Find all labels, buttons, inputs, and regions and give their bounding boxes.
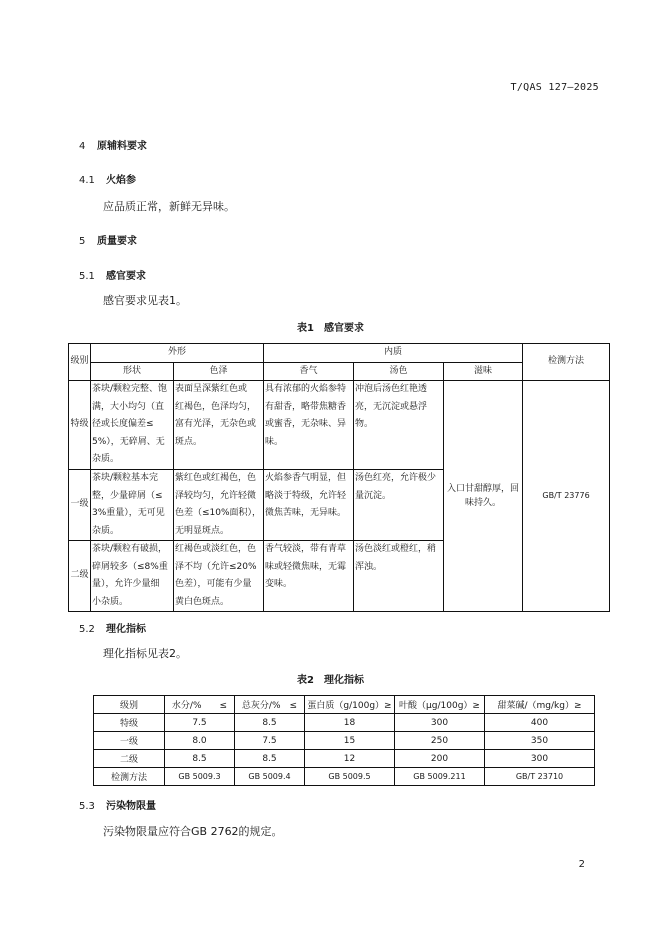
aroma-cell: 香气较淡，带有青草 味或轻微焦味，无霉 变味。: [264, 541, 354, 612]
section-number: 5.3: [79, 801, 95, 812]
table2-cell: 8.0: [165, 732, 235, 750]
table2-cell: 8.5: [165, 750, 235, 768]
grade-label: 一级: [69, 470, 91, 541]
table2-cell: 300: [395, 714, 485, 732]
color-cell: 表面呈深紫红色或 红褐色，色泽均匀， 富有光泽，无杂色或 斑点。: [174, 381, 264, 470]
table2-cell: 15: [305, 732, 395, 750]
soup-color-cell: 汤色淡红或橙红，稍 浑浊。: [354, 541, 444, 612]
appearance-header: 外形: [91, 344, 264, 363]
color-cell: 红褐色或淡红色，色 泽不均（允许≤20% 色差），可能有少量 黄白色斑点。: [174, 541, 264, 612]
soup-color-cell: 汤色红亮，允许极少 量沉淀。: [354, 470, 444, 541]
grade-label: 特级: [69, 381, 91, 470]
table2-cell: 12: [305, 750, 395, 768]
table2-cell: 8.5: [235, 750, 305, 768]
taste-cell: 入口甘甜醇厚，回 味持久。: [444, 381, 523, 612]
table2-cell: 250: [395, 732, 485, 750]
shape-cell: 茶块/颗粒基本完 整，少量碎屑（≤ 3%重量），无可见 杂质。: [91, 470, 174, 541]
section-4-heading: [79, 137, 147, 152]
grade-header: 级别: [69, 344, 91, 381]
section-4-1-text: 应品质正常，新鲜无异味。: [103, 200, 235, 213]
section-5-1-text: 感官要求见表1。: [103, 294, 187, 307]
table2-header: 甜菜碱/（mg/kg）≥: [485, 696, 595, 714]
table2-cell: 350: [485, 732, 595, 750]
section-title: 质量要求: [97, 236, 137, 247]
method-header: 检测方法: [523, 344, 610, 381]
section-5-heading: [79, 232, 137, 247]
aroma-cell: 具有浓郁的火焰参特 有甜香，略带焦糖香 或蜜香，无杂味、异 味。: [264, 381, 354, 470]
section-4-1-heading: [79, 171, 136, 186]
table2-cell: 7.5: [235, 732, 305, 750]
table2-header: 总灰分/% ≤: [235, 696, 305, 714]
grade-label: 二级: [69, 541, 91, 612]
table2-cell: 一级: [94, 732, 165, 750]
section-5-3-heading: [79, 797, 156, 812]
table2-method-cell: GB 5009.5: [305, 768, 395, 786]
method-cell: GB/T 23776: [523, 381, 610, 612]
table2-cell: 18: [305, 714, 395, 732]
inner-quality-header: 内质: [264, 344, 523, 363]
section-5-1-heading: [79, 267, 146, 282]
section-5-2-text: 理化指标见表2。: [103, 647, 187, 660]
doc-code: T/QAS 127—2025: [510, 82, 599, 93]
section-number: 5: [79, 236, 86, 247]
section-number: 4.1: [79, 175, 95, 186]
table2-method-label: 检测方法: [94, 768, 165, 786]
table2-cell: 特级: [94, 714, 165, 732]
section-title: 火焰参: [106, 175, 136, 186]
section-number: 4: [79, 141, 86, 152]
table2-cell: 8.5: [235, 714, 305, 732]
section-title: 污染物限量: [106, 801, 156, 812]
table2-method-cell: GB 5009.4: [235, 768, 305, 786]
table2-header: 水分/% ≤: [165, 696, 235, 714]
section-number: 5.2: [79, 624, 95, 635]
taste-header: 滋味: [444, 362, 523, 381]
table2-header: 叶酸（μg/100g）≥: [395, 696, 485, 714]
aroma-cell: 火焰参香气明显，但 略淡于特级，允许轻 微焦苦味，无异味。: [264, 470, 354, 541]
shape-cell: 茶块/颗粒完整、饱 满，大小均匀（直 径或长度偏差≤ 5%），无碎屑、无 杂质。: [91, 381, 174, 470]
table2-header: 级别: [94, 696, 165, 714]
shape-header: 形状: [91, 362, 174, 381]
soup-color-cell: 冲泡后汤色红艳透 亮，无沉淀或悬浮 物。: [354, 381, 444, 470]
table2-header: 蛋白质（g/100g）≥: [305, 696, 395, 714]
color-header: 色泽: [174, 362, 264, 381]
table2-method-cell: GB 5009.3: [165, 768, 235, 786]
table2-method-cell: GB 5009.211: [395, 768, 485, 786]
section-title: 理化指标: [106, 624, 146, 635]
table1-caption: 表1 感官要求: [297, 323, 364, 334]
table2-cell: 300: [485, 750, 595, 768]
section-5-3-text: 污染物限量应符合GB 2762的规定。: [103, 825, 283, 838]
page-number: 2: [578, 859, 585, 870]
physicochemical-table: [93, 695, 595, 786]
table2-cell: 400: [485, 714, 595, 732]
section-number: 5.1: [79, 271, 95, 282]
table2-cell: 200: [395, 750, 485, 768]
shape-cell: 茶块/颗粒有破损， 碎屑较多（≤8%重 量），允许少量细 小杂质。: [91, 541, 174, 612]
color-cell: 紫红色或红褐色，色 泽较均匀，允许轻微 色差（≤10%面积）， 无明显斑点。: [174, 470, 264, 541]
aroma-header: 香气: [264, 362, 354, 381]
soup-color-header: 汤色: [354, 362, 444, 381]
table2-method-cell: GB/T 23710: [485, 768, 595, 786]
table2-cell: 7.5: [165, 714, 235, 732]
table2-cell: 二级: [94, 750, 165, 768]
table2-caption: 表2 理化指标: [297, 675, 364, 686]
section-title: 原辅料要求: [97, 141, 147, 152]
section-title: 感官要求: [106, 271, 146, 282]
section-5-2-heading: [79, 620, 146, 635]
sensory-table: [68, 343, 610, 612]
